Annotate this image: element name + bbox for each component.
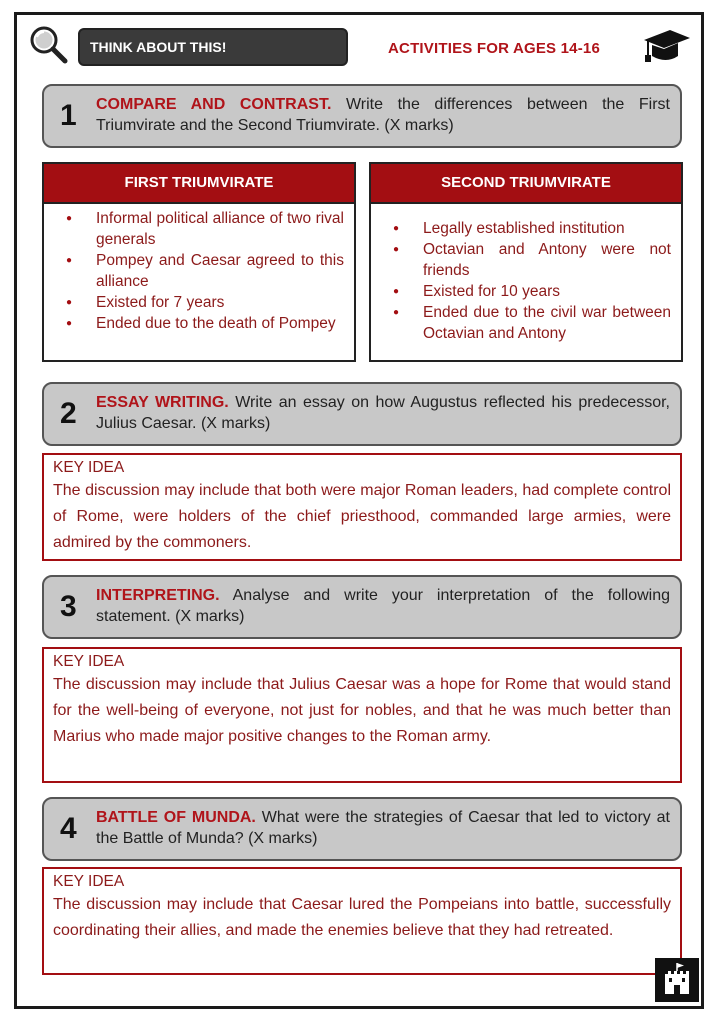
answer-text: The discussion may include that Julius Caesar was a hope for Rome that would stand for the well-being of everyone, not just for nobles, and that he was much better than Marius who made major positive changes to the Roman army. [53, 676, 671, 745]
think-about-this-banner: THINK ABOUT THIS! [78, 28, 348, 66]
question-2-box [42, 382, 682, 446]
list-item: ● Ended due to the civil war between Octavian and Antony [371, 302, 681, 344]
answer-2-box [42, 453, 682, 561]
question-title: BATTLE OF MUNDA. [96, 809, 256, 826]
question-number: 3 [60, 590, 77, 623]
question-3-box [42, 575, 682, 639]
key-idea-label: KEY IDEA [53, 653, 125, 670]
graduation-cap-icon [640, 26, 692, 66]
question-text [96, 807, 670, 849]
list-item: ● Ended due to the death of Pompey [44, 313, 354, 334]
list-item: ● Existed for 7 years [44, 292, 354, 313]
question-number: 1 [60, 99, 77, 132]
question-body: What were the strategies of Caesar that led to victory at the Battle of Munda? (X marks) [96, 809, 670, 847]
activities-ages-label: ACTIVITIES FOR AGES 14-16 [388, 40, 600, 57]
column-heading: SECOND TRIUMVIRATE [371, 164, 681, 204]
question-text [96, 94, 670, 136]
list-item: ● Informal political alliance of two rival generals [44, 208, 354, 250]
second-triumvirate-column [369, 162, 683, 362]
key-idea-label: KEY IDEA [53, 873, 125, 890]
answer-3-box [42, 647, 682, 783]
question-text [96, 585, 670, 627]
list-item: ● Existed for 10 years [371, 281, 681, 302]
question-body: Write an essay on how Augustus reflected his predecessor, Julius Caesar. (X marks) [96, 394, 670, 432]
question-number: 2 [60, 397, 77, 430]
question-title: COMPARE AND CONTRAST. [96, 96, 332, 113]
answer-text: The discussion may include that both were major Roman leaders, had complete control of Rome, were holders of the chief priesthood, commanded large armies, were admired by the commoners. [53, 482, 671, 551]
question-title: ESSAY WRITING. [96, 394, 229, 411]
question-number: 4 [60, 812, 77, 845]
question-title: INTERPRETING. [96, 587, 220, 604]
list-item: ● Pompey and Caesar agreed to this alliance [44, 250, 354, 292]
question-body: Write the differences between the First Triumvirate and the Second Triumvirate. (X marks) [96, 96, 670, 134]
answer-text: The discussion may include that Caesar lured the Pompeians into battle, successfully coordinating their allies, and made the enemies believe that they had retreated. [53, 896, 671, 939]
question-body: Analyse and write your interpretation of the following statement. (X marks) [96, 587, 670, 625]
castle-icon [655, 958, 699, 1002]
list-item: ● Octavian and Antony were not friends [371, 239, 681, 281]
column-heading: FIRST TRIUMVIRATE [44, 164, 354, 204]
first-triumvirate-column [42, 162, 356, 362]
magnifier-icon [28, 24, 68, 64]
question-1-box [42, 84, 682, 148]
question-4-box [42, 797, 682, 861]
question-text [96, 392, 670, 434]
list-item: ● Legally established institution [371, 218, 681, 239]
key-idea-label: KEY IDEA [53, 459, 125, 476]
answer-4-box [42, 867, 682, 975]
